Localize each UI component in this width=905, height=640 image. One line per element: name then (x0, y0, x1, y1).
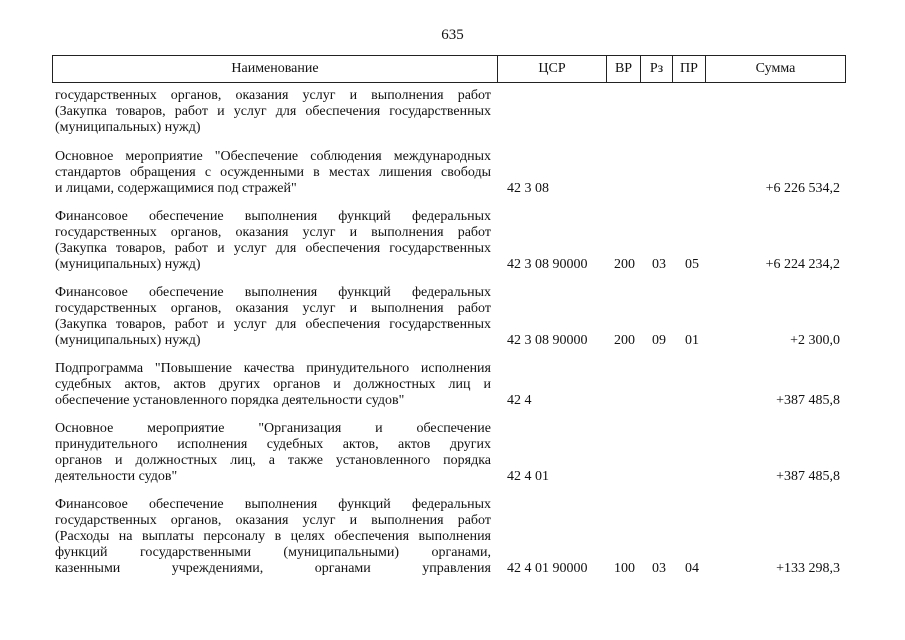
row-csr: 42 4 (507, 393, 532, 408)
row-name-line: деятельности судов" (55, 469, 178, 484)
row-name-line: государственных органов, оказания услуг и выполнения работ (55, 513, 491, 528)
row-name-line: принудительного исполнения судебных актов, актов других (55, 437, 491, 452)
row-csr: 42 4 01 90000 (507, 561, 588, 576)
row-name-line: (Расходы на выплаты персоналу в целях обеспечения выполнения (55, 529, 491, 544)
row-name (55, 497, 491, 577)
row-name (55, 361, 491, 409)
row-rz: 03 (652, 257, 666, 272)
header-vr: ВР (606, 56, 640, 82)
row-sum: +6 224 234,2 (765, 257, 840, 272)
row-csr: 42 3 08 90000 (507, 333, 588, 348)
row-vr: 200 (614, 257, 635, 272)
header-csr: ЦСР (497, 56, 606, 82)
row-name (55, 209, 491, 273)
header-sum: Сумма (705, 56, 845, 82)
table-header (52, 55, 846, 83)
row-name-line: обеспечение установленного порядка деятельности судов" (55, 393, 405, 408)
row-name-line: (муниципальных) нужд) (55, 333, 201, 348)
page-number: 635 (441, 27, 464, 43)
row-name (55, 88, 491, 136)
row-name-line: судебных актов, актов других органов и должностных лиц и (55, 377, 491, 392)
row-sum: +133 298,3 (776, 561, 840, 576)
row-name-line: государственных органов, оказания услуг и выполнения работ (55, 225, 491, 240)
row-name-line: Основное мероприятие "Организация и обеспечение (55, 421, 491, 436)
row-name-line: Подпрограмма "Повышение качества принудительного исполнения (55, 361, 491, 376)
row-sum: +6 226 534,2 (765, 181, 840, 196)
row-name-line: (Закупка товаров, работ и услуг для обеспечения государственных (55, 317, 491, 332)
row-sum: +387 485,8 (776, 469, 840, 484)
row-name-line: государственных органов, оказания услуг и выполнения работ (55, 301, 491, 316)
row-pr: 05 (685, 257, 699, 272)
row-vr: 200 (614, 333, 635, 348)
row-pr: 04 (685, 561, 699, 576)
row-name-line: (Закупка товаров, работ и услуг для обеспечения государственных (55, 104, 491, 119)
row-name (55, 285, 491, 349)
row-sum: +2 300,0 (790, 333, 840, 348)
row-name-line: Финансовое обеспечение выполнения функций федеральных (55, 209, 491, 224)
row-csr: 42 3 08 (507, 181, 549, 196)
row-name-line: (муниципальных) нужд) (55, 120, 201, 135)
row-name (55, 149, 491, 197)
row-rz: 03 (652, 561, 666, 576)
row-rz: 09 (652, 333, 666, 348)
row-name-line: Финансовое обеспечение выполнения функций федеральных (55, 497, 491, 512)
row-name-line: стандартов обращения с осужденными в местах лишения свободы (55, 165, 491, 180)
row-name-line: органов и должностных лиц, а также установленного порядка (55, 453, 491, 468)
row-name (55, 421, 491, 485)
row-name-line: государственных органов, оказания услуг и выполнения работ (55, 88, 491, 103)
row-name-line: (муниципальных) нужд) (55, 257, 201, 272)
row-name-line: и лицами, содержащимися под стражей" (55, 181, 297, 196)
row-name-line: Финансовое обеспечение выполнения функций федеральных (55, 285, 491, 300)
header-rz: Рз (640, 56, 672, 82)
row-vr: 100 (614, 561, 635, 576)
row-csr: 42 4 01 (507, 469, 549, 484)
row-name-line: (Закупка товаров, работ и услуг для обеспечения государственных (55, 241, 491, 256)
row-csr: 42 3 08 90000 (507, 257, 588, 272)
row-name-line: Основное мероприятие "Обеспечение соблюдения международных (55, 149, 491, 164)
row-name-line: функций государственными (муниципальными) органами, (55, 545, 491, 560)
header-name: Наименование (231, 61, 319, 76)
row-pr: 01 (685, 333, 699, 348)
row-sum: +387 485,8 (776, 393, 840, 408)
header-pr: ПР (672, 56, 705, 82)
row-name-line: казенными учреждениями, органами управления (55, 561, 491, 576)
